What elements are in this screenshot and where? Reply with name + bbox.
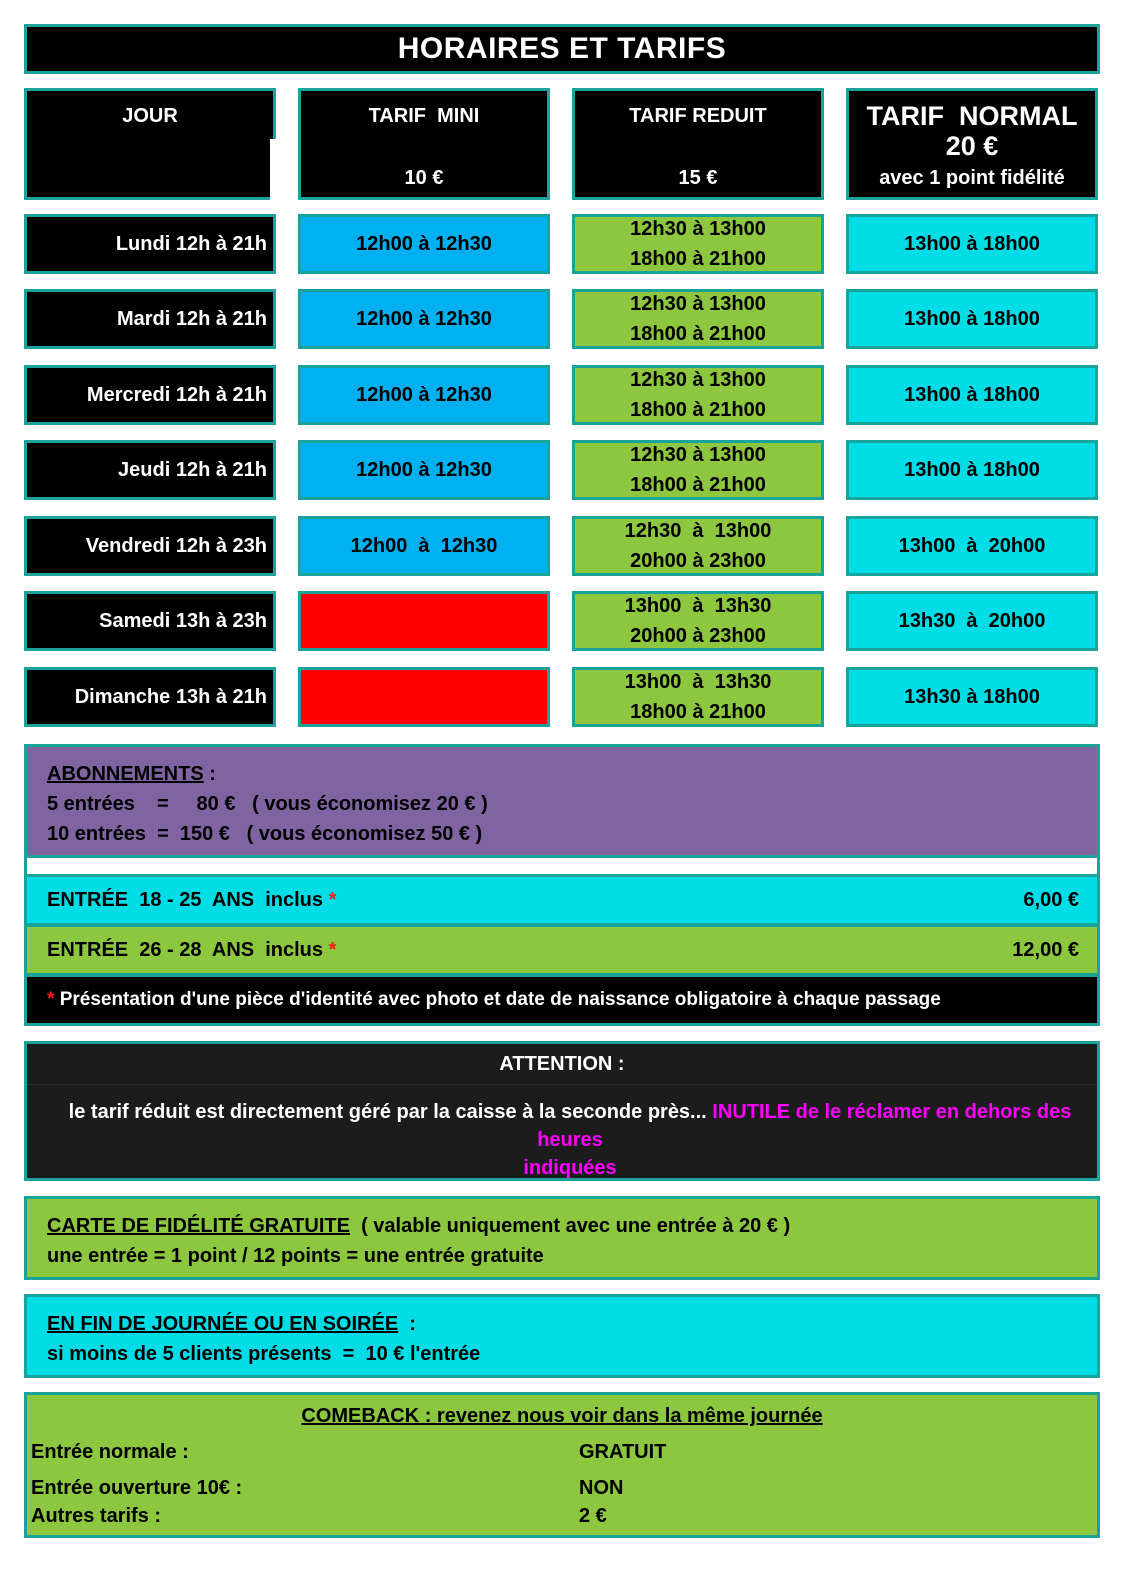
attention-box: [24, 1041, 1100, 1181]
normal-cell: 13h00 à 20h00: [846, 516, 1098, 576]
comeback-title: COMEBACK : revenez nous voir dans la même journée: [301, 1405, 823, 1427]
comeback-label: Entrée normale :: [31, 1441, 189, 1463]
header-jour-label: JOUR: [122, 105, 178, 127]
attention-text: le tarif réduit est directement géré par la caisse à la seconde près... INUTILE de le réclamer en dehors des heures indiquées: [68, 1101, 1072, 1179]
reduit-slot-2: 18h00 à 21h00: [630, 323, 766, 345]
fidelite-line-2: une entrée = 1 point / 12 points = une entrée gratuite: [47, 1245, 544, 1267]
mini-cell: 12h00 à 12h30: [298, 440, 550, 500]
header-mini-label: TARIF MINI: [368, 105, 480, 127]
entree-26-28-label: ENTRÉE 26 - 28 ANS inclus: [47, 939, 329, 961]
soiree-line-2: si moins de 5 clients présents = 10 € l'entrée: [47, 1343, 481, 1365]
reduit-slot-2: 18h00 à 21h00: [630, 248, 766, 270]
day-cell: Jeudi 12h à 21h: [24, 440, 276, 500]
reduit-slot-2: 20h00 à 23h00: [630, 550, 766, 572]
header-normal-price: 20 €: [945, 131, 999, 161]
abonnements-line-2: 10 entrées = 150 € ( vous économisez 50 € ): [47, 823, 483, 845]
reduit-cell: [572, 667, 824, 727]
page-title: HORAIRES ET TARIFS: [24, 24, 1100, 74]
reduit-slot-2: 18h00 à 21h00: [630, 474, 766, 496]
header-tarif-reduit: [572, 88, 824, 200]
fidelite-heading: CARTE DE FIDÉLITÉ GRATUITE: [47, 1215, 350, 1237]
normal-cell: 13h00 à 18h00: [846, 214, 1098, 274]
abonnements-box: ABONNEMENTS : 5 entrées = 80 € ( vous économisez 20 € ) 10 entrées = 150 € ( vous économisez 50 € ): [24, 744, 1100, 858]
mini-cell: 12h00 à 12h30: [298, 516, 550, 576]
normal-cell: 13h30 à 18h00: [846, 667, 1098, 727]
reduit-slot-1: 13h00 à 13h30: [624, 671, 772, 693]
abonnements-line-1: 5 entrées = 80 € ( vous économisez 20 € ): [47, 793, 488, 815]
comeback-label: Autres tarifs :: [31, 1505, 162, 1527]
mini-cell: 12h00 à 12h30: [298, 214, 550, 274]
header-tarif-normal: [846, 88, 1098, 200]
normal-cell: 13h00 à 18h00: [846, 440, 1098, 500]
comeback-label: Entrée ouverture 10€ :: [31, 1477, 243, 1499]
attention-title: ATTENTION :: [27, 1044, 1097, 1085]
identity-note-text: Présentation d'une pièce d'identité avec photo et date de naissance obligatoire à chaque passage: [59, 989, 941, 1010]
entree-18-25-price: 6,00 €: [1023, 889, 1079, 911]
day-cell: Dimanche 13h à 21h: [24, 667, 276, 727]
mini-cell: 12h00 à 12h30: [298, 289, 550, 349]
reduit-cell: [572, 591, 824, 651]
day-cell: Samedi 13h à 23h: [24, 591, 276, 651]
soiree-heading: EN FIN DE JOURNÉE OU EN SOIRÉE: [47, 1313, 399, 1335]
fidelite-box: CARTE DE FIDÉLITÉ GRATUITE ( valable uniquement avec une entrée à 20 € ) une entrée = 1 point / 12 points = une entrée gratuite: [24, 1196, 1100, 1280]
day-cell: Mercredi 12h à 21h: [24, 365, 276, 425]
header-jour: [24, 88, 276, 200]
reduit-cell: [572, 440, 824, 500]
reduit-slot-2: 20h00 à 23h00: [630, 625, 766, 647]
day-cell: Mardi 12h à 21h: [24, 289, 276, 349]
reduit-slot-1: 12h30 à 13h00: [624, 520, 772, 542]
reduit-cell: [572, 214, 824, 274]
comeback-value: NON: [579, 1477, 624, 1499]
header-reduit-price: 15 €: [678, 167, 718, 189]
entree-26-28-row: ENTRÉE 26 - 28 ANS inclus * 12,00 €: [24, 924, 1100, 976]
reduit-cell: [572, 516, 824, 576]
comeback-value: 2 €: [579, 1505, 607, 1527]
mini-cell: 12h00 à 12h30: [298, 365, 550, 425]
reduit-slot-1: 12h30 à 13h00: [630, 293, 766, 315]
identity-note: * Présentation d'une pièce d'identité avec photo et date de naissance obligatoire à chaque passage: [24, 974, 1100, 1026]
normal-cell: 13h30 à 20h00: [846, 591, 1098, 651]
mini-cell-unavailable: [298, 667, 550, 727]
reduit-slot-2: 18h00 à 21h00: [630, 399, 766, 421]
reduit-cell: [572, 365, 824, 425]
entree-26-28-price: 12,00 €: [1012, 939, 1079, 961]
abonnements-heading: ABONNEMENTS: [47, 763, 204, 785]
header-mini-price: 10 €: [404, 167, 444, 189]
normal-cell: 13h00 à 18h00: [846, 289, 1098, 349]
header-normal-sub: avec 1 point fidélité: [879, 167, 1065, 189]
day-cell: Vendredi 12h à 23h: [24, 516, 276, 576]
entree-18-25-row: ENTRÉE 18 - 25 ANS inclus * 6,00 €: [24, 874, 1100, 926]
mini-cell-unavailable: [298, 591, 550, 651]
reduit-slot-2: 18h00 à 21h00: [630, 701, 766, 723]
reduit-slot-1: 12h30 à 13h00: [630, 444, 766, 466]
reduit-cell: [572, 289, 824, 349]
header-normal-label: TARIF NORMAL: [866, 101, 1078, 131]
normal-cell: 13h00 à 18h00: [846, 365, 1098, 425]
comeback-box: [24, 1392, 1100, 1538]
comeback-value: GRATUIT: [579, 1441, 667, 1463]
soiree-box: EN FIN DE JOURNÉE OU EN SOIRÉE : si moins de 5 clients présents = 10 € l'entrée: [24, 1294, 1100, 1378]
header-reduit-label: TARIF REDUIT: [629, 105, 767, 127]
day-cell: Lundi 12h à 21h: [24, 214, 276, 274]
reduit-slot-1: 13h00 à 13h30: [624, 595, 772, 617]
header-tarif-mini: [298, 88, 550, 200]
reduit-slot-1: 12h30 à 13h00: [630, 218, 766, 240]
reduit-slot-1: 12h30 à 13h00: [630, 369, 766, 391]
entree-18-25-label: ENTRÉE 18 - 25 ANS inclus: [47, 889, 329, 911]
